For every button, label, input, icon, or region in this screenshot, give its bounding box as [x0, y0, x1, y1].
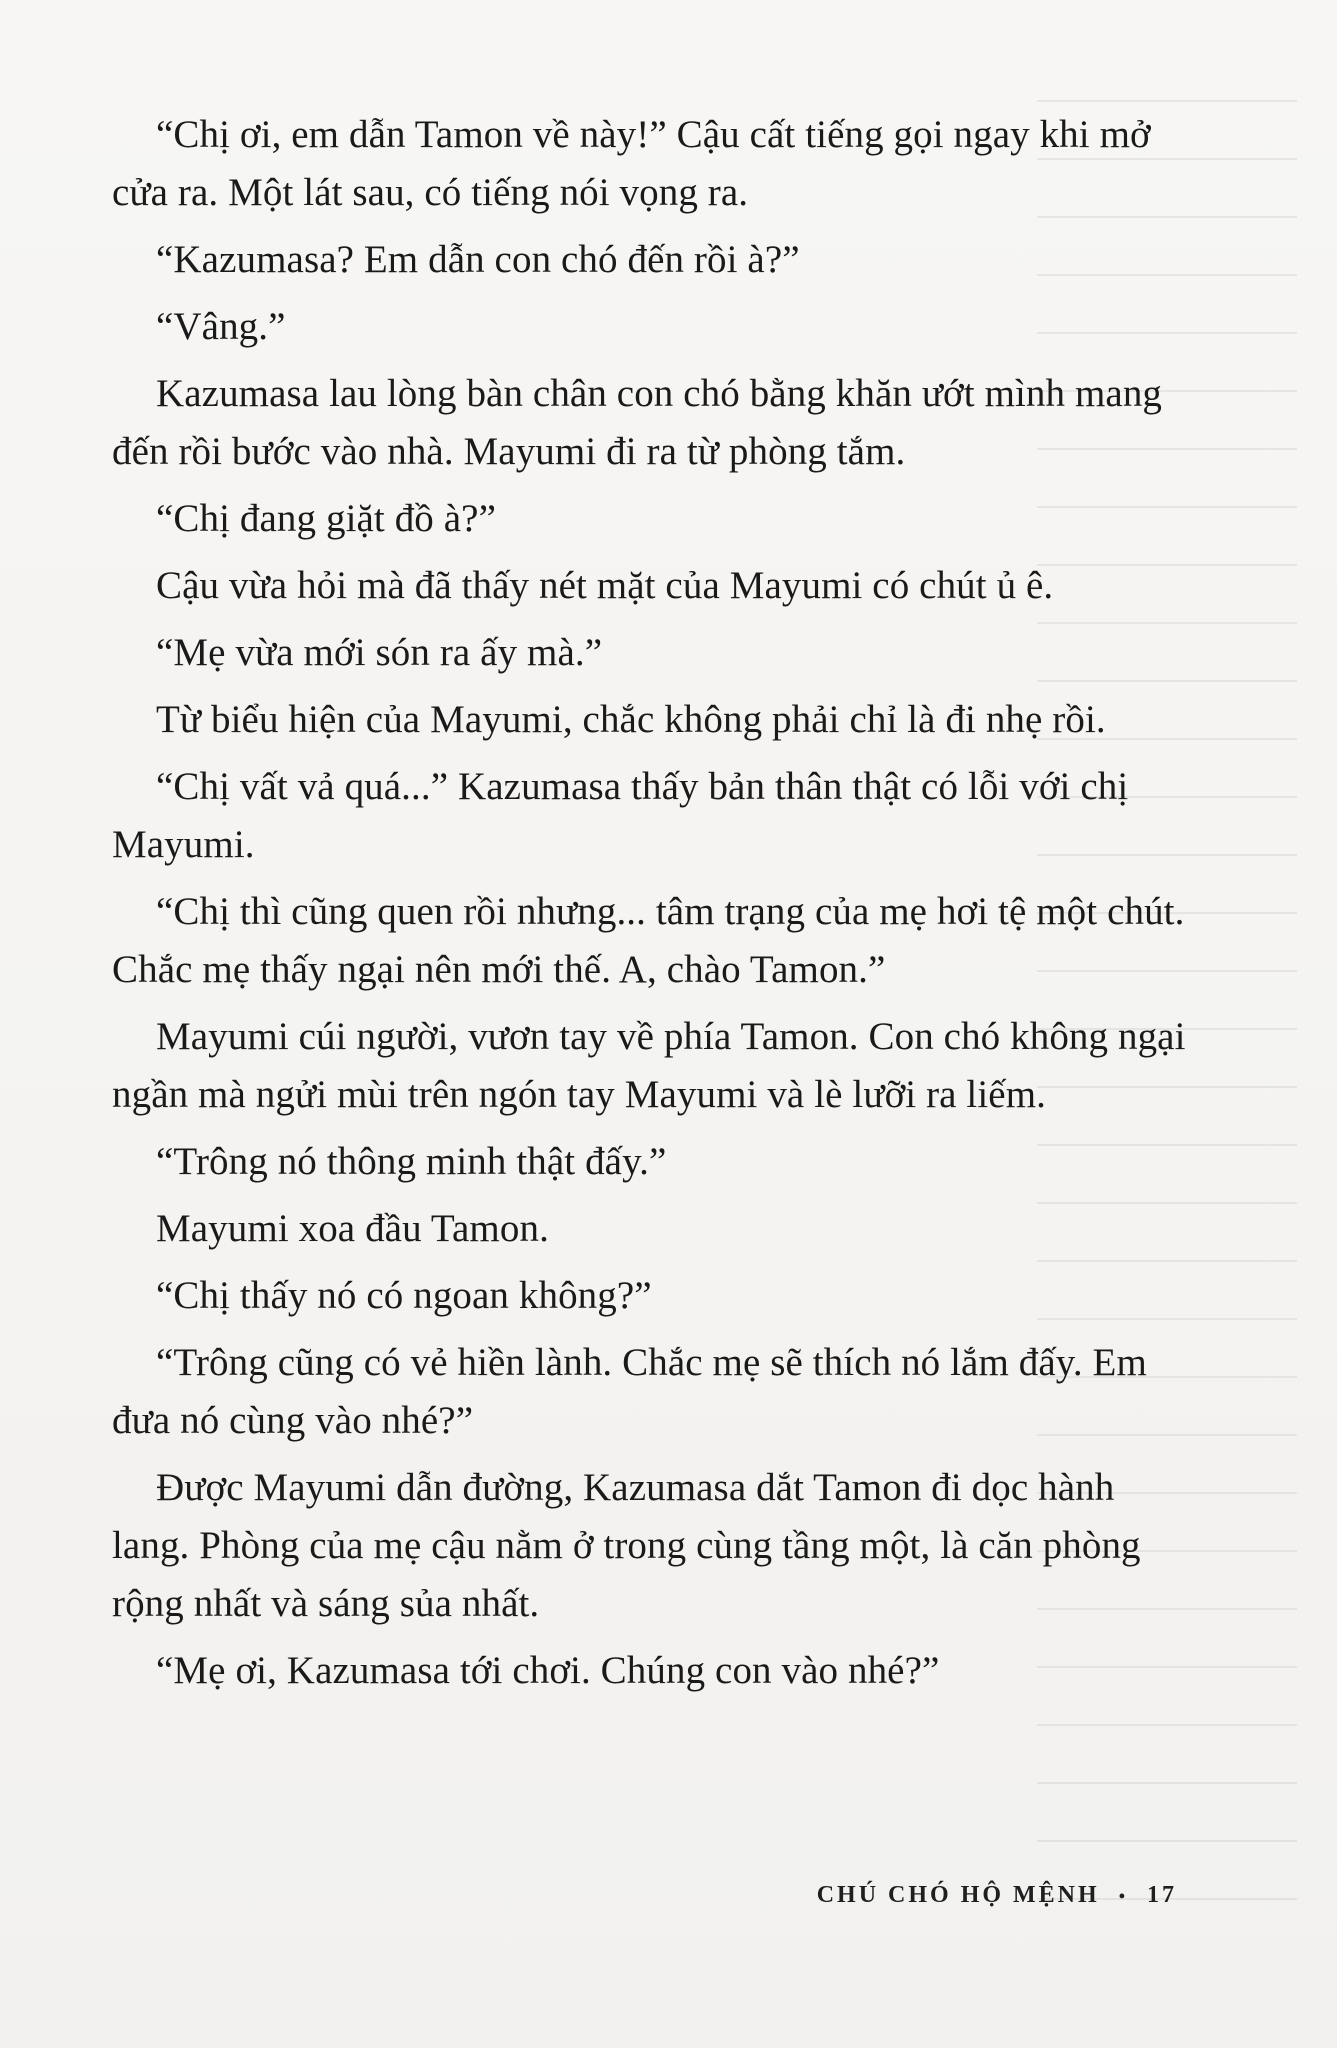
paragraph-1: “Chị ơi, em dẫn Tamon về này!” Cậu cất tiếng gọi ngay khi mở cửa ra. Một lát sau, có tiếng nói vọng ra. [112, 113, 1151, 214]
paragraph-11: Mayumi cúi người, vươn tay về phía Tamon. Con chó không ngại ngần mà ngửi mùi trên ngón tay Mayumi và lè lưỡi ra liếm. [112, 1015, 1186, 1116]
paragraph-16: Được Mayumi dẫn đường, Kazumasa dắt Tamon đi dọc hành lang. Phòng của mẹ cậu nằm ở trong cùng tầng một, là căn phòng rộng nhất và sáng sủa nhất. [112, 1466, 1141, 1625]
paragraph-4: Kazumasa lau lòng bàn chân con chó bằng khăn ướt mình mang đến rồi bước vào nhà. Mayumi đi ra từ phòng tắm. [112, 372, 1163, 473]
paragraph-6: Cậu vừa hỏi mà đã thấy nét mặt của Mayumi có chút ủ ê. [156, 564, 1054, 607]
paragraph-3: “Vâng.” [156, 305, 286, 348]
paragraph-15: “Trông cũng có vẻ hiền lành. Chắc mẹ sẽ thích nó lắm đấy. Em đưa nó cùng vào nhé?” [112, 1341, 1147, 1442]
paragraph-10: “Chị thì cũng quen rồi nhưng... tâm trạng của mẹ hơi tệ một chút. Chắc mẹ thấy ngại nên mới thế. A, chào Tamon.” [112, 890, 1185, 991]
paragraph-12: “Trông nó thông minh thật đấy.” [156, 1140, 667, 1183]
paragraph-14: “Chị thấy nó có ngoan không?” [156, 1274, 652, 1317]
paragraph-17: “Mẹ ơi, Kazumasa tới chơi. Chúng con vào nhé?” [156, 1649, 940, 1692]
page-footer [817, 1882, 1177, 1909]
page-number: 17 [1147, 1882, 1177, 1908]
book-title: CHÚ CHÓ HỘ MỆNH [816, 1882, 1100, 1908]
paragraph-13: Mayumi xoa đầu Tamon. [156, 1207, 549, 1250]
footer-separator: • [1118, 1885, 1128, 1906]
paragraph-9: “Chị vất vả quá...” Kazumasa thấy bản thân thật có lỗi với chị Mayumi. [112, 765, 1129, 866]
page-text [112, 106, 1192, 1709]
paragraph-8: Từ biểu hiện của Mayumi, chắc không phải chỉ là đi nhẹ rồi. [156, 698, 1106, 741]
paragraph-2: “Kazumasa? Em dẫn con chó đến rồi à?” [156, 238, 800, 281]
paragraph-7: “Mẹ vừa mới són ra ấy mà.” [156, 631, 603, 674]
paragraph-5: “Chị đang giặt đồ à?” [156, 497, 496, 540]
